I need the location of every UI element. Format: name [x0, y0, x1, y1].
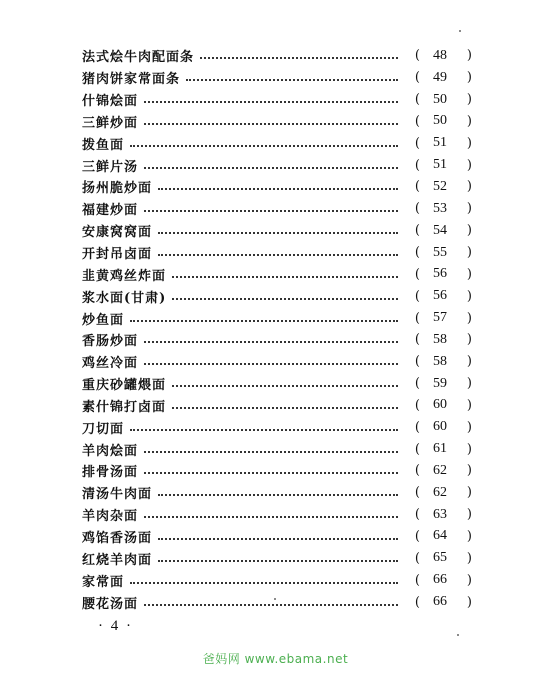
toc-entry — [82, 198, 472, 220]
entry-title: 重庆砂罐煨面 — [82, 374, 172, 393]
entry-title: 三鲜片汤 — [82, 156, 144, 175]
entry-title: 法式烩牛肉配面条 — [82, 46, 200, 65]
open-paren: ( — [414, 332, 420, 348]
toc-entry — [82, 154, 472, 176]
close-paren: ) — [466, 463, 472, 479]
entry-page: 65 — [433, 550, 447, 566]
entry-page: 58 — [433, 331, 447, 347]
toc-entry — [82, 351, 472, 373]
entry-title: 三鲜炒面 — [82, 112, 144, 131]
toc-entry — [82, 526, 472, 548]
leader-dots — [144, 209, 398, 212]
entry-page: 61 — [433, 441, 447, 457]
open-paren: ( — [414, 441, 420, 457]
open-paren: ( — [414, 288, 420, 304]
entry-page: 60 — [433, 419, 447, 435]
leader-dots — [130, 319, 398, 322]
close-paren: ) — [466, 266, 472, 282]
close-paren: ) — [466, 332, 472, 348]
entry-page: 57 — [433, 310, 447, 326]
entry-page: 51 — [433, 157, 447, 173]
entry-title: 羊肉杂面 — [82, 505, 144, 524]
entry-title: 香肠炒面 — [82, 330, 144, 349]
entry-page: 51 — [433, 135, 447, 151]
entry-page: 62 — [433, 462, 447, 478]
leader-dots — [130, 144, 398, 147]
leader-dots — [144, 362, 398, 365]
toc-entry — [82, 111, 472, 133]
leader-dots — [144, 166, 398, 169]
entry-page: 54 — [433, 222, 447, 238]
entry-page: 56 — [433, 288, 447, 304]
entry-page: 58 — [433, 353, 447, 369]
open-paren: ( — [414, 310, 420, 326]
leader-dots — [144, 603, 398, 606]
entry-title: 羊肉烩面 — [82, 440, 144, 459]
leader-dots — [144, 471, 398, 474]
close-paren: ) — [466, 419, 472, 435]
entry-page: 59 — [433, 375, 447, 391]
table-of-contents — [82, 45, 472, 613]
open-paren: ( — [414, 223, 420, 239]
entry-page: 66 — [433, 594, 447, 610]
open-paren: ( — [414, 397, 420, 413]
toc-entry — [82, 395, 472, 417]
toc-entry — [82, 329, 472, 351]
toc-entry — [82, 263, 472, 285]
toc-entry — [82, 482, 472, 504]
entry-title: 扬州脆炒面 — [82, 177, 158, 196]
page-number: · 4 · — [98, 618, 133, 634]
close-paren: ) — [466, 70, 472, 86]
close-paren: ) — [466, 550, 472, 566]
leader-dots — [158, 537, 398, 540]
toc-entry — [82, 89, 472, 111]
entry-title: 韭黄鸡丝炸面 — [82, 265, 172, 284]
leader-dots — [158, 559, 398, 562]
open-paren: ( — [414, 201, 420, 217]
leader-dots — [144, 100, 398, 103]
leader-dots — [200, 56, 398, 59]
open-paren: ( — [414, 485, 420, 501]
entry-page: 48 — [433, 47, 447, 63]
leader-dots — [144, 515, 398, 518]
close-paren: ) — [466, 376, 472, 392]
entry-title: 浆水面(甘肃) — [82, 287, 172, 306]
entry-page: 52 — [433, 178, 447, 194]
close-paren: ) — [466, 157, 472, 173]
open-paren: ( — [414, 572, 420, 588]
close-paren: ) — [466, 113, 472, 129]
open-paren: ( — [414, 70, 420, 86]
leader-dots — [172, 384, 398, 387]
toc-entry — [82, 132, 472, 154]
close-paren: ) — [466, 572, 472, 588]
entry-title: 什锦烩面 — [82, 90, 144, 109]
scan-speck — [459, 30, 461, 32]
leader-dots — [144, 450, 398, 453]
toc-entry — [82, 176, 472, 198]
open-paren: ( — [414, 157, 420, 173]
leader-dots — [186, 78, 398, 81]
close-paren: ) — [466, 354, 472, 370]
leader-dots — [158, 253, 398, 256]
entry-page: 66 — [433, 572, 447, 588]
toc-entry — [82, 220, 472, 242]
open-paren: ( — [414, 463, 420, 479]
leader-dots — [172, 275, 398, 278]
close-paren: ) — [466, 288, 472, 304]
leader-dots — [158, 231, 398, 234]
entry-page: 60 — [433, 397, 447, 413]
scan-speck — [274, 598, 276, 600]
entry-page: 62 — [433, 484, 447, 500]
entry-title: 腰花汤面 — [82, 593, 144, 612]
open-paren: ( — [414, 594, 420, 610]
open-paren: ( — [414, 245, 420, 261]
toc-entry — [82, 460, 472, 482]
entry-page: 63 — [433, 506, 447, 522]
close-paren: ) — [466, 223, 472, 239]
entry-title: 红烧羊肉面 — [82, 549, 158, 568]
leader-dots — [158, 187, 398, 190]
entry-title: 安康窝窝面 — [82, 221, 158, 240]
entry-title: 家常面 — [82, 571, 130, 590]
close-paren: ) — [466, 92, 472, 108]
open-paren: ( — [414, 528, 420, 544]
toc-entry — [82, 45, 472, 67]
open-paren: ( — [414, 507, 420, 523]
open-paren: ( — [414, 354, 420, 370]
open-paren: ( — [414, 179, 420, 195]
open-paren: ( — [414, 135, 420, 151]
close-paren: ) — [466, 135, 472, 151]
entry-page: 50 — [433, 113, 447, 129]
open-paren: ( — [414, 550, 420, 566]
toc-entry — [82, 547, 472, 569]
close-paren: ) — [466, 179, 472, 195]
close-paren: ) — [466, 245, 472, 261]
entry-title: 拨鱼面 — [82, 134, 130, 153]
open-paren: ( — [414, 92, 420, 108]
leader-dots — [130, 581, 398, 584]
entry-title: 福建炒面 — [82, 199, 144, 218]
entry-title: 素什锦打卤面 — [82, 396, 172, 415]
open-paren: ( — [414, 419, 420, 435]
toc-entry — [82, 416, 472, 438]
open-paren: ( — [414, 266, 420, 282]
toc-entry — [82, 504, 472, 526]
entry-title: 鸡馅香汤面 — [82, 527, 158, 546]
close-paren: ) — [466, 310, 472, 326]
entry-page: 64 — [433, 528, 447, 544]
toc-entry — [82, 242, 472, 264]
entry-title: 炒鱼面 — [82, 309, 130, 328]
leader-dots — [130, 428, 398, 431]
watermark: 爸妈网 www.ebama.net — [202, 652, 349, 666]
leader-dots — [172, 297, 398, 300]
leader-dots — [144, 122, 398, 125]
open-paren: ( — [414, 376, 420, 392]
entry-page: 56 — [433, 266, 447, 282]
entry-title: 清汤牛肉面 — [82, 483, 158, 502]
toc-entry — [82, 307, 472, 329]
open-paren: ( — [414, 48, 420, 64]
entry-page: 55 — [433, 244, 447, 260]
toc-entry — [82, 591, 472, 613]
toc-entry — [82, 569, 472, 591]
toc-entry — [82, 438, 472, 460]
leader-dots — [144, 340, 398, 343]
entry-page: 53 — [433, 200, 447, 216]
close-paren: ) — [466, 48, 472, 64]
toc-entry — [82, 373, 472, 395]
toc-entry — [82, 67, 472, 89]
close-paren: ) — [466, 485, 472, 501]
entry-title: 刀切面 — [82, 418, 130, 437]
entry-page: 49 — [433, 69, 447, 85]
toc-entry — [82, 285, 472, 307]
close-paren: ) — [466, 507, 472, 523]
entry-page: 50 — [433, 91, 447, 107]
entry-title: 猪肉饼家常面条 — [82, 68, 186, 87]
close-paren: ) — [466, 594, 472, 610]
close-paren: ) — [466, 201, 472, 217]
entry-title: 排骨汤面 — [82, 461, 144, 480]
close-paren: ) — [466, 397, 472, 413]
leader-dots — [158, 493, 398, 496]
leader-dots — [172, 406, 398, 409]
scan-speck — [457, 634, 459, 636]
entry-title: 开封吊卤面 — [82, 243, 158, 262]
entry-title: 鸡丝冷面 — [82, 352, 144, 371]
open-paren: ( — [414, 113, 420, 129]
close-paren: ) — [466, 441, 472, 457]
close-paren: ) — [466, 528, 472, 544]
